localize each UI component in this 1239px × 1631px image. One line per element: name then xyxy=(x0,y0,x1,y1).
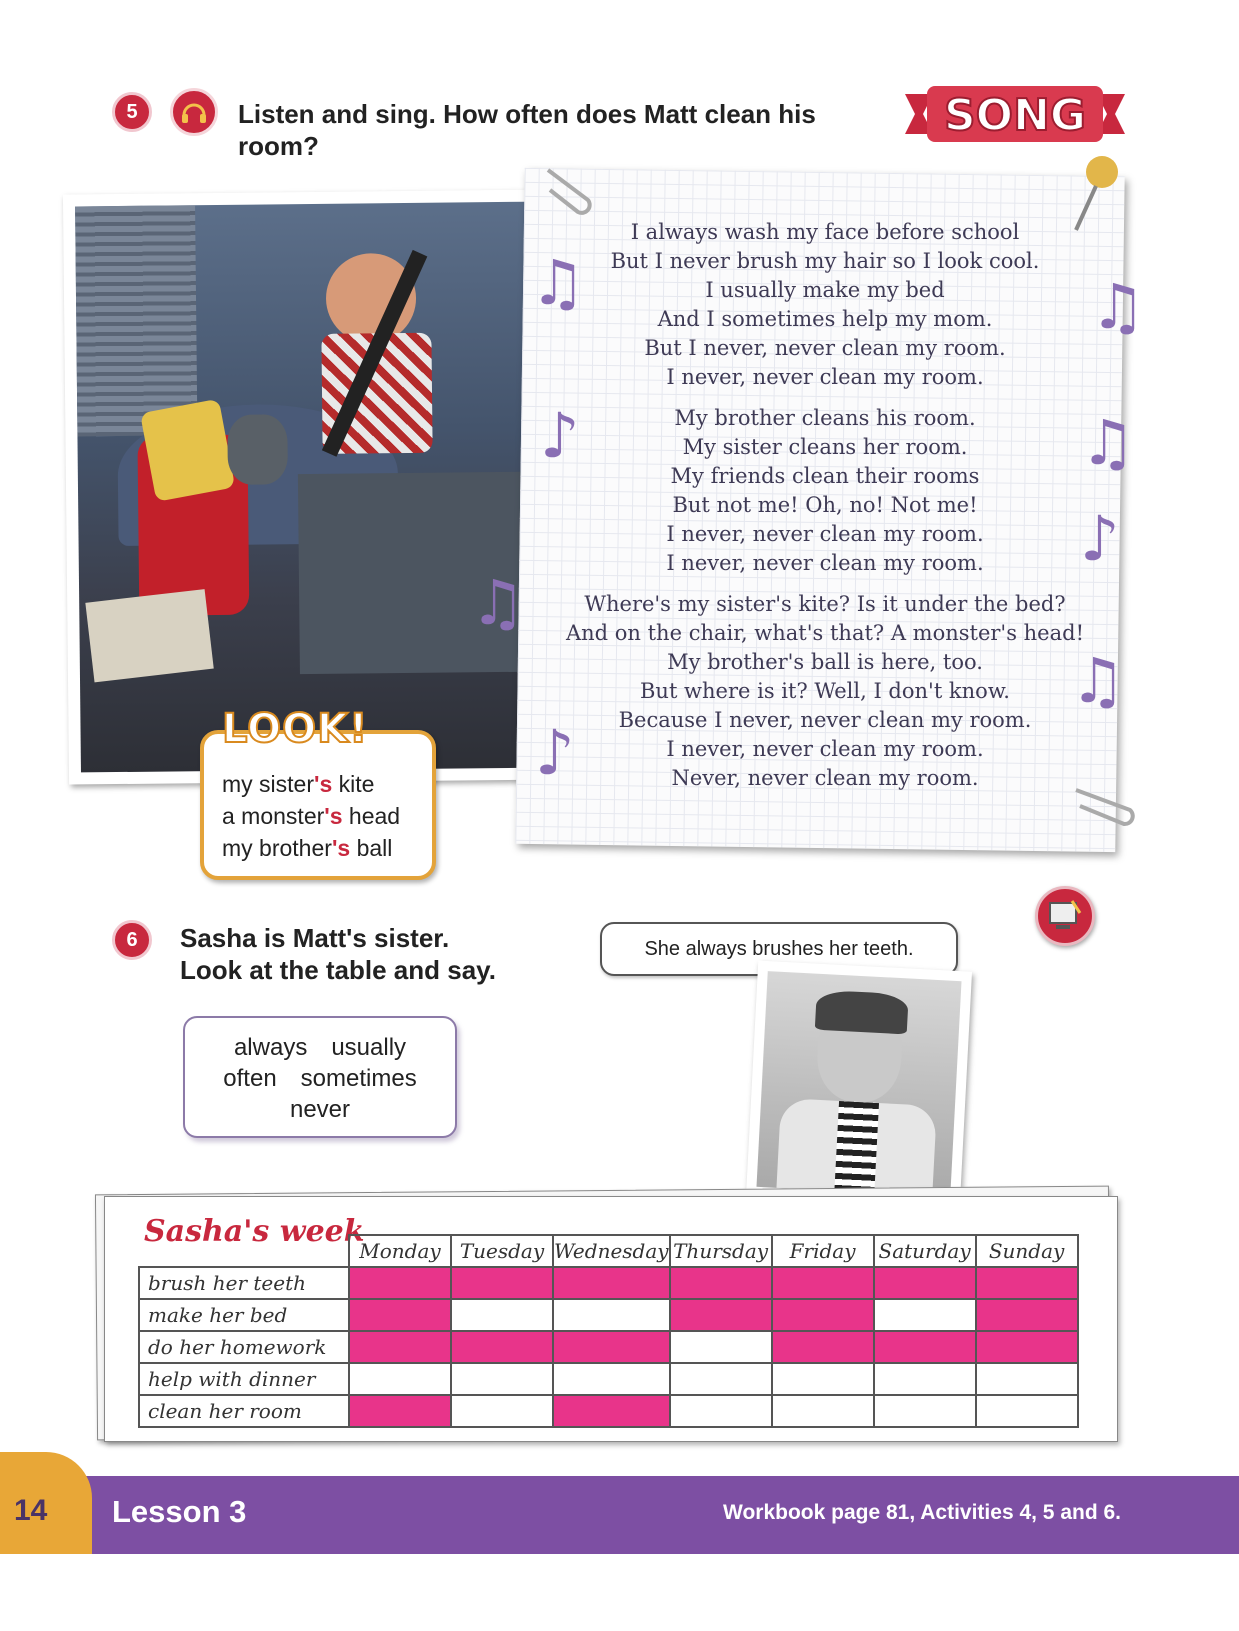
lesson-title: Lesson 3 xyxy=(112,1494,247,1529)
highlighted-cell xyxy=(874,1331,976,1363)
song-line: My sister cleans her room. xyxy=(682,435,968,459)
day-header: Thursday xyxy=(670,1235,772,1267)
empty-cell xyxy=(451,1395,553,1427)
word-never: never xyxy=(289,1096,351,1123)
frequency-word-box xyxy=(183,1016,457,1138)
song-stanza xyxy=(530,399,1120,578)
highlighted-cell xyxy=(670,1267,772,1299)
highlighted-cell xyxy=(874,1267,976,1299)
activity6-instruction-line1: Sasha is Matt's sister. xyxy=(180,923,450,953)
song-line: I always wash my face before school xyxy=(630,220,1020,244)
look-example-line xyxy=(222,832,400,864)
speech-bubble-text: She always brushes her teeth. xyxy=(644,937,914,960)
table-header-row xyxy=(139,1235,1078,1267)
song-line: I never, never clean my room. xyxy=(666,737,984,761)
look-example-post: kite xyxy=(332,771,375,797)
music-note-icon: ♫ xyxy=(1090,270,1146,343)
empty-cell xyxy=(772,1395,874,1427)
boy-photo-scene xyxy=(756,971,961,1197)
activity-label: clean her room xyxy=(139,1395,349,1427)
highlighted-cell xyxy=(349,1267,451,1299)
activity-label: help with dinner xyxy=(139,1363,349,1395)
look-examples xyxy=(222,768,400,864)
song-line: I never, never clean my room. xyxy=(666,551,984,575)
table-row xyxy=(139,1299,1078,1331)
song-lyrics xyxy=(530,218,1120,805)
highlighted-cell xyxy=(976,1331,1078,1363)
highlighted-cell xyxy=(349,1395,451,1427)
headphones-icon-glyph xyxy=(179,97,209,127)
computer-icon-glyph xyxy=(1038,889,1092,943)
song-banner-text: SONG xyxy=(943,90,1087,141)
look-example-post: ball xyxy=(350,835,393,861)
boy-striped-shirt xyxy=(834,1101,879,1197)
activity-number-badge xyxy=(112,92,152,132)
activity-number-badge xyxy=(112,920,152,960)
music-note-icon: ♪ xyxy=(535,716,575,789)
page-number: 14 xyxy=(14,1494,48,1527)
empty-cell xyxy=(874,1299,976,1331)
activity-number: 5 xyxy=(126,100,138,123)
magazine xyxy=(85,589,213,682)
activity-label: make her bed xyxy=(139,1299,349,1331)
look-example-pre: my sister xyxy=(222,771,314,797)
look-example-line xyxy=(222,800,400,832)
boy-photo xyxy=(746,961,972,1208)
empty-cell xyxy=(976,1363,1078,1395)
empty-cell xyxy=(670,1363,772,1395)
song-line: Where's my sister's kite? Is it under the bed? xyxy=(584,592,1066,616)
table-row xyxy=(139,1363,1078,1395)
music-note-icon: ♫ xyxy=(470,566,526,639)
word-always: always xyxy=(233,1034,308,1061)
song-stanza xyxy=(530,218,1120,392)
song-banner xyxy=(905,82,1125,146)
empty-cell xyxy=(553,1299,670,1331)
song-line: I never, never clean my room. xyxy=(666,522,984,546)
activity6-instruction xyxy=(180,922,496,986)
activity5-instruction-line2: room? xyxy=(238,131,319,161)
word-usually: usually xyxy=(331,1034,407,1061)
table-title: Sasha's week xyxy=(144,1214,365,1249)
look-example-post: head xyxy=(342,803,401,829)
highlighted-cell xyxy=(976,1267,1078,1299)
boy-hair xyxy=(815,990,909,1035)
highlighted-cell xyxy=(772,1299,874,1331)
highlighted-cell xyxy=(772,1331,874,1363)
song-line: Because I never, never clean my room. xyxy=(618,708,1032,732)
table-corner xyxy=(139,1235,349,1267)
activity6-instruction-line2: Look at the table and say. xyxy=(180,955,496,985)
day-header: Monday xyxy=(349,1235,451,1267)
look-title: LOOK! xyxy=(222,706,369,752)
day-header: Tuesday xyxy=(451,1235,553,1267)
song-line: But I never brush my hair so I look cool. xyxy=(610,249,1040,273)
activity5-instruction-line1: Listen and sing. How often does Matt clean his xyxy=(238,99,816,129)
empty-cell xyxy=(874,1395,976,1427)
song-line: My brother cleans his room. xyxy=(674,406,976,430)
computer-icon[interactable] xyxy=(1035,886,1095,946)
highlighted-cell xyxy=(976,1299,1078,1331)
song-line: I never, never clean my room. xyxy=(666,365,984,389)
highlighted-cell xyxy=(772,1267,874,1299)
highlighted-cell xyxy=(670,1299,772,1331)
empty-cell xyxy=(874,1363,976,1395)
highlighted-cell xyxy=(553,1267,670,1299)
song-line: My friends clean their rooms xyxy=(670,464,980,488)
empty-cell xyxy=(349,1363,451,1395)
highlighted-cell xyxy=(349,1331,451,1363)
look-example-poss: 's xyxy=(331,835,351,861)
music-note-icon: ♪ xyxy=(1080,502,1120,575)
photo-scene xyxy=(75,202,547,773)
look-example-poss: 's xyxy=(314,771,333,797)
empty-cell xyxy=(670,1395,772,1427)
song-stanza xyxy=(530,590,1120,793)
highlighted-cell xyxy=(349,1299,451,1331)
look-example-line xyxy=(222,768,400,800)
music-note-icon: ♪ xyxy=(540,399,580,472)
day-header: Saturday xyxy=(874,1235,976,1267)
empty-cell xyxy=(451,1299,553,1331)
matt-room-photo xyxy=(63,189,559,784)
day-header: Sunday xyxy=(976,1235,1078,1267)
table-row xyxy=(139,1395,1078,1427)
activity-label: brush her teeth xyxy=(139,1267,349,1299)
highlighted-cell xyxy=(451,1267,553,1299)
empty-cell xyxy=(553,1363,670,1395)
activity-number: 6 xyxy=(126,928,138,951)
window-blinds xyxy=(75,205,197,436)
day-header: Wednesday xyxy=(553,1235,670,1267)
music-note-icon: ♫ xyxy=(1070,644,1126,717)
highlighted-cell xyxy=(553,1395,670,1427)
song-line: But I never, never clean my room. xyxy=(644,336,1006,360)
look-example-poss: 's xyxy=(324,803,343,829)
day-header: Friday xyxy=(772,1235,874,1267)
activity5-instruction xyxy=(238,98,816,162)
table-body xyxy=(139,1267,1078,1427)
song-line: Never, never clean my room. xyxy=(671,766,979,790)
song-line: But not me! Oh, no! Not me! xyxy=(672,493,978,517)
empty-cell xyxy=(670,1331,772,1363)
sasha-week-table xyxy=(138,1234,1079,1428)
highlighted-cell xyxy=(451,1331,553,1363)
music-note-icon: ♫ xyxy=(1080,406,1136,479)
yellow-towel xyxy=(140,399,235,502)
look-example-pre: a monster xyxy=(222,803,325,829)
headphones-icon[interactable] xyxy=(170,88,218,136)
music-note-icon: ♫ xyxy=(530,246,586,319)
monster-mask xyxy=(227,414,288,485)
empty-cell xyxy=(976,1395,1078,1427)
song-line: And I sometimes help my mom. xyxy=(657,307,993,331)
song-line: But where is it? Well, I don't know. xyxy=(639,679,1010,703)
table-row xyxy=(139,1331,1078,1363)
song-line: My brother's ball is here, too. xyxy=(667,650,983,674)
word-often: often xyxy=(223,1065,277,1092)
activity-label: do her homework xyxy=(139,1331,349,1363)
song-line: And on the chair, what's that? A monster's head! xyxy=(565,621,1085,645)
workbook-reference: Workbook page 81, Activities 4, 5 and 6. xyxy=(723,1501,1121,1524)
song-line: I usually make my bed xyxy=(705,278,945,302)
word-sometimes: sometimes xyxy=(300,1065,417,1092)
empty-cell xyxy=(772,1363,874,1395)
look-example-pre: my brother xyxy=(222,835,332,861)
empty-cell xyxy=(451,1363,553,1395)
highlighted-cell xyxy=(553,1331,670,1363)
table-row xyxy=(139,1267,1078,1299)
